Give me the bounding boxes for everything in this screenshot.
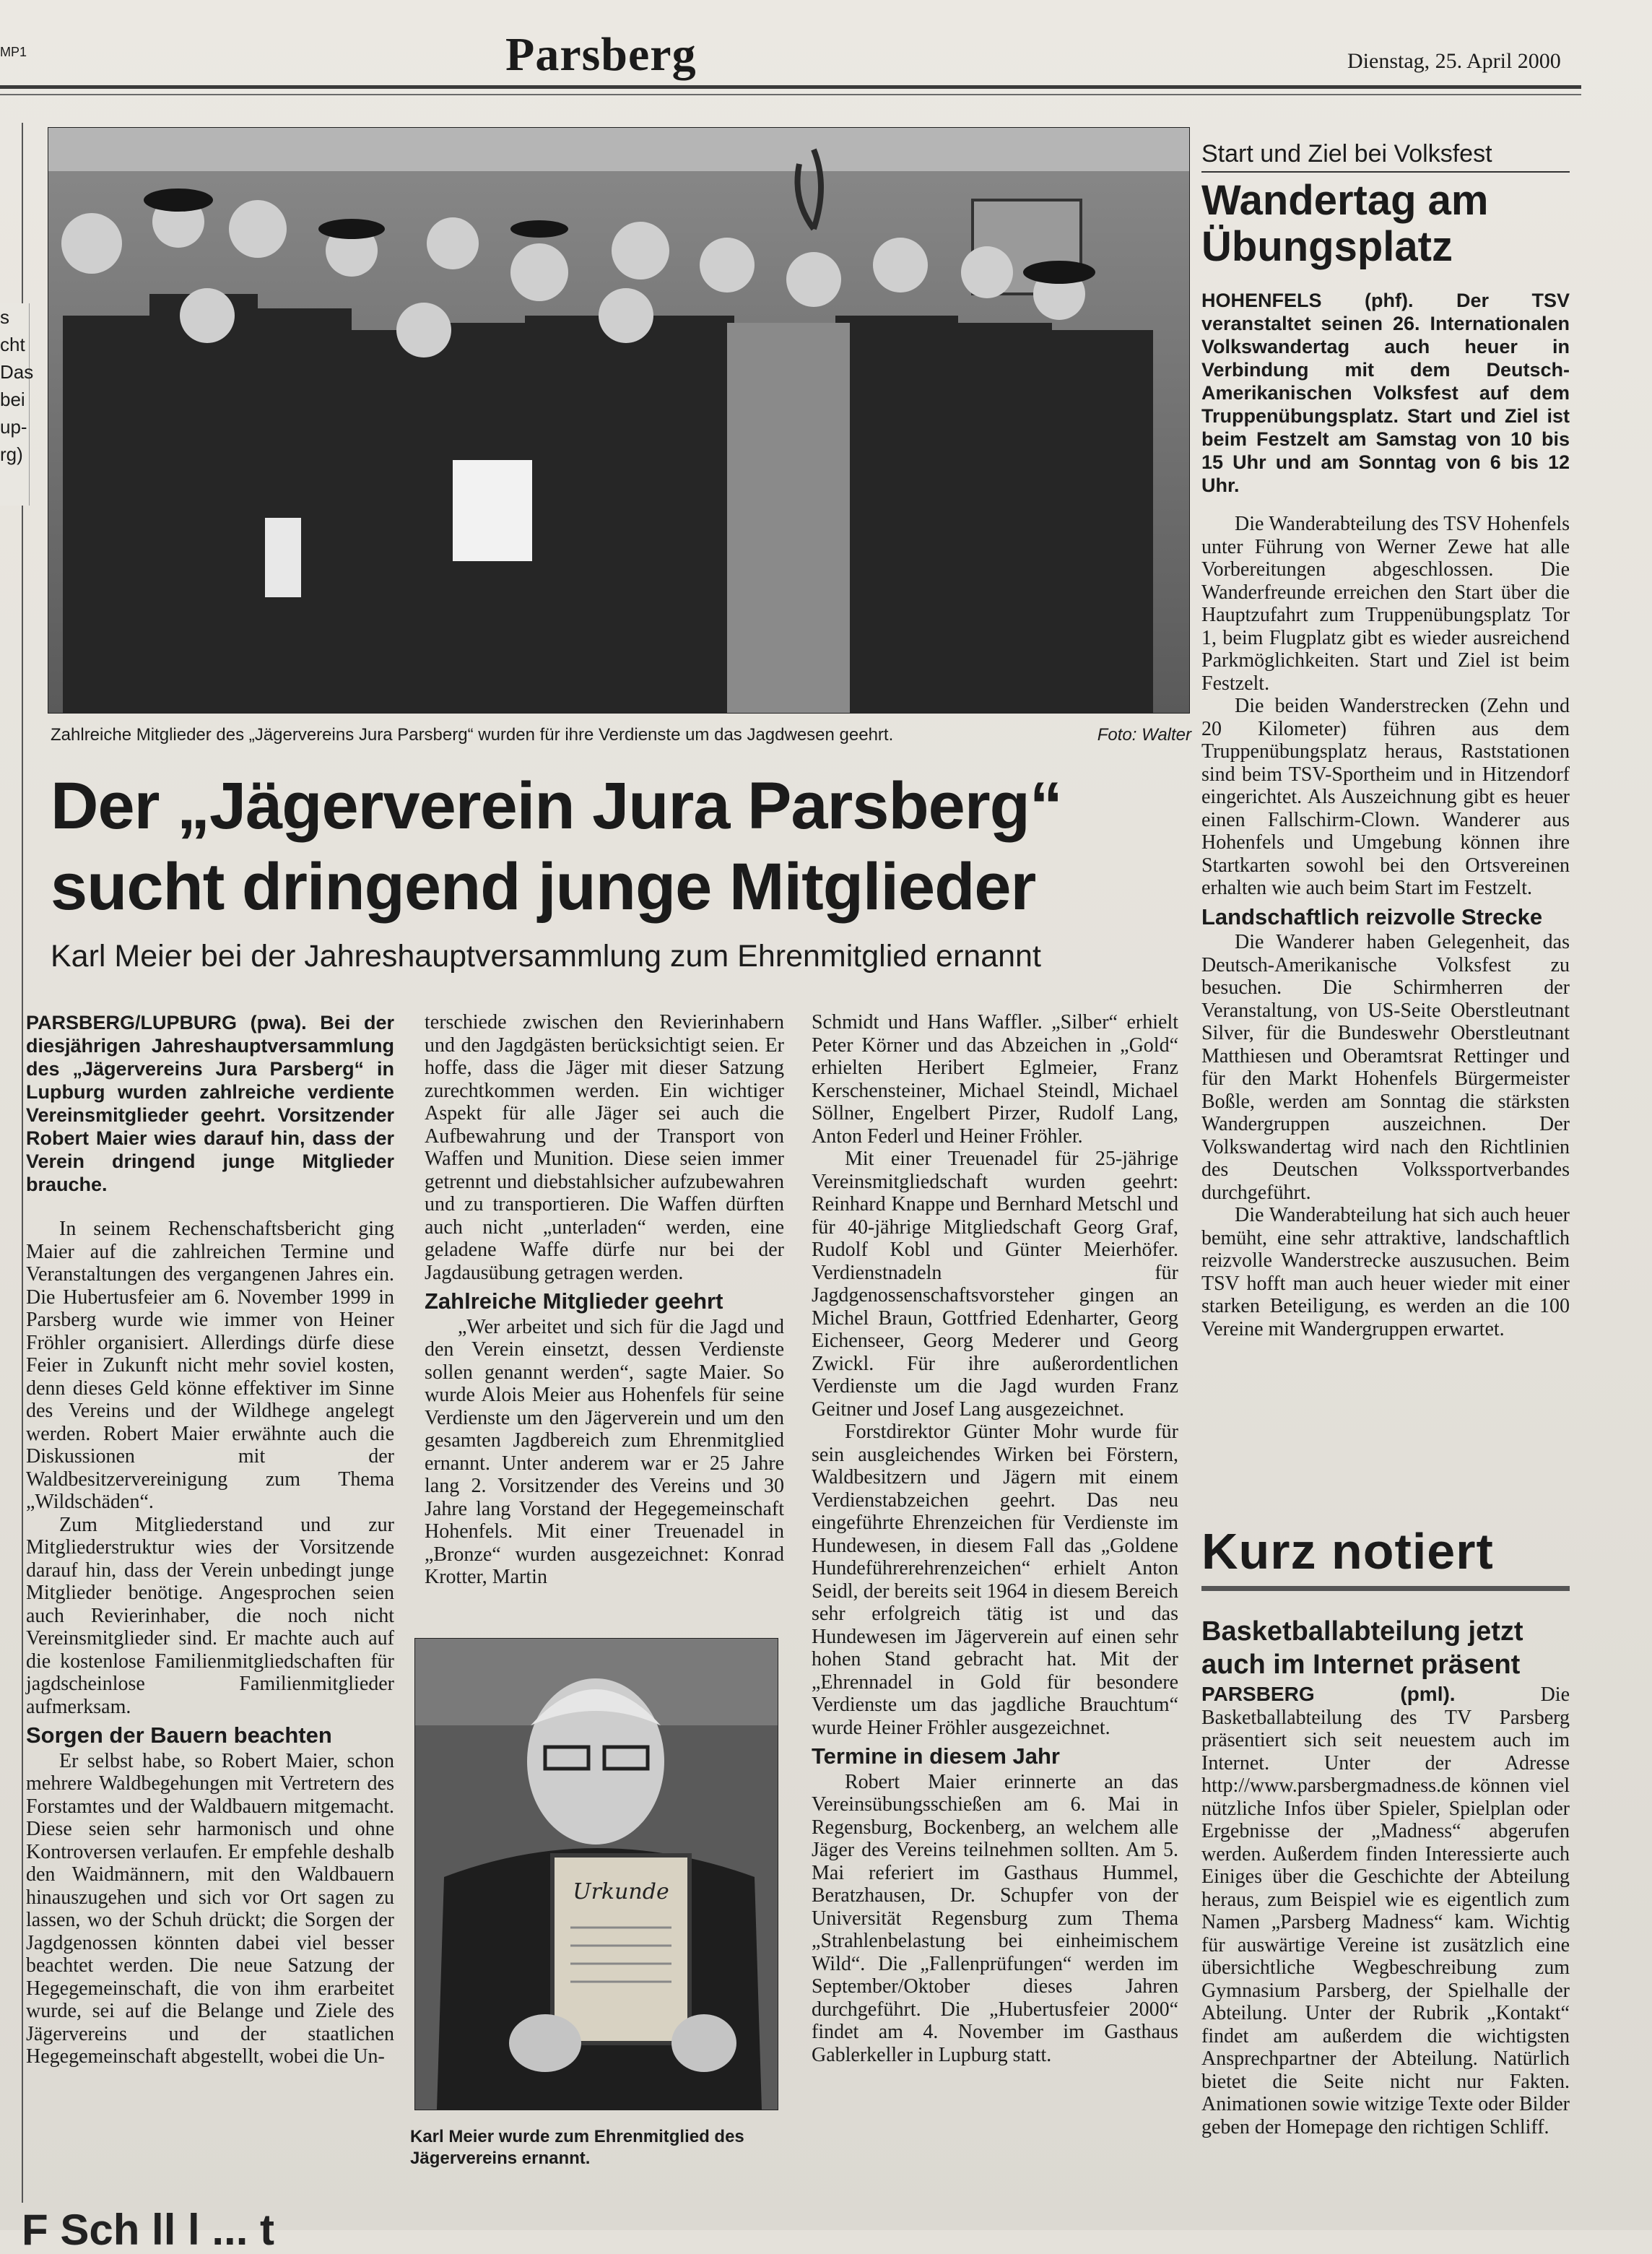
article-lead: PARSBERG/LUPBURG (pwa). Bei der diesjährigen Jahreshauptversammlung des „Jägervereins Jura Parsberg“ in Lupburg wurden zahlreiche verdiente Vereinsmitglieder geehrt. Vorsitzender Robert Maier wies darauf hin, dass der Verein dringend junge Mitglieder brauche. [26,1012,394,1195]
paragraph: terschiede zwischen den Revierinhabern und den Jagdgästen berücksichtigt seien. Er hoffe, dass die Jäger mit dieser Satzung zurechtkommen werden. Ein wichtiger Aspekt für alle Jäger sei auch die Aufbewahrung und der Transport von Waffen und Munition. Diese seien immer getrennt und diebstahlsicher aufzubewahren und zu transportieren. Die Waffen dürften auch nicht „unterladen“ werden, eine geladene Waffe dürfe nur bei der Jagdausübung getragen werden. [425,1011,784,1284]
group-photo [48,127,1190,714]
paragraph: Forstdirektor Günter Mohr wurde für sein ausgleichendes Wirken bei Förstern, Waldbesitzern und Jägern mit einem Verdienstabzeichen geehrt. Das neu eingeführte Ehrenzeichen für Verdienste im Hundewesen, in diesem Fall das „Goldene Hundeführerehrenzeichen“ erhielt Anton Seidl, der bereits seit 1964 in diesem Bereich sehr erfolgreich tätig ist und das Hundewesen im Jägerverein auf einen sehr hohen Stand gebracht hat. Mit der „Ehrennadel in Gold für besondere Verdienste um das jagdliche Brauchtum“ wurde Heiner Fröhler ausgezeichnet. [812,1421,1178,1739]
fragment-line: Das [0,361,34,383]
brief-text: Die Basketballabteilung des TV Parsberg präsentiert sich seit neuestem auch im Internet. Unter der Adresse http://www.parsbergmadness.de können viel nützliche Infos über Spieler, Spielplan oder Ergebnisse der „Madness“ abgerufen werden. Außerdem finden Interessierte auch Einiges über die Geschichte der Abteilung heraus, zum Beispiel wie es eigentlich zum Namen „Parsberg Madness“ kam. Wichtig für auswärtige Vereine ist zusätzlich eine übersichtliche Wegbeschreibung zum Gymnasium Parsberg, der Spielhalle der Abteilung. Unter der Rubrik „Kontakt“ findet am außerdem die wichtigsten Ansprechpartner der Abteilung. Natürlich bietet die Seite nicht nur Fakten. Animationen sowie witzige Texte oder Bilder geben der Homepage den richtigen Schliff. [1201,1683,1570,2138]
article-headline [51,766,1206,927]
certificate-title: Urkunde [573,1879,669,1904]
page-code: MP1 [0,45,27,59]
adjacent-article-fragment [0,303,34,506]
subheading: Termine in diesem Jahr [812,1743,1060,1769]
fragment-line: rg) [0,443,23,465]
headline-line-1: Der „Jägerverein Jura Parsberg“ [51,769,1062,843]
brief-body [1201,1683,1570,2138]
paragraph: Die Wanderabteilung hat sich auch heuer bemüht, eine sehr attraktive, landschaftlich reizvolle Wanderstrecke auszusuchen. Beim TSV hofft man auch heuer wieder mit einer starken Beteiligung, es werden an die 100 Vereine mit Wandergruppen erwartet. [1201,1204,1570,1340]
paragraph: Robert Maier erinnerte an das Vereinsübungsschießen am 6. Mai in Regensburg, Bockenberg, an welchem alle Jäger des Vereins teilnehmen sollten. Am 5. Mai referiert im Gasthaus Hummel, Beratzhausen, Dr. Schupfer von der Universität Regensburg zum Thema „Strahlenbelastung bei einheimischem Wild“. Die „Fallenprüfungen“ werden im September/Oktober dieses Jahren durchgeführt. Die „Hubertusfeier 2000“ findet am 4. November im Gasthaus Gablerkeller in Lupburg statt. [812,1770,1178,2066]
paragraph: Mit einer Treuenadel für 25-jährige Vereinsmitgliedschaft wurden geehrt: Reinhard Knappe und Bernhard Metschl und für 40-jährige Mitgliedschaft Georg Graf, Rudolf Kobl und Günter Meierhöfer. Verdienstnadeln für Jagdgenossenschaftsvorsteher gingen an Michel Braun, Gottfried Edenharter, Georg Eichenseer, Georg Mederer und Georg Zwickl. Für ihre außerordentlichen Verdienste um die Jagd wurden Franz Geitner und Josef Lang ausgezeichnet. [812,1148,1178,1421]
headline-line-2: sucht dringend junge Mitglieder [51,850,1036,924]
portrait-photo-drawing [415,1639,778,2110]
brief-dateline: PARSBERG (pml). [1201,1683,1456,1705]
paragraph: Die beiden Wanderstrecken (Zehn und 20 Kilometer) führen aus dem Truppenübungsplatz heraus, Raststationen sind beim TSV-Sportheim und in Hitzendorf eingerichtet. Als Auszeichnung gibt es heuer einen Fallschirm-Clown. Wanderer aus Hohenfels und Umgebung können ihre Startkarten sowohl bei den Ortsvereinen erhalten wie auch beim Start im Festzelt. [1201,695,1570,899]
section-kurz-notiert: Kurz notiert [1201,1523,1494,1579]
subheading: Sorgen der Bauern beachten [26,1722,332,1748]
subheading: Landschaftlich reizvolle Strecke [1201,903,1543,929]
article-column-3 [812,1011,1178,2066]
photo-caption-text: Zahlreiche Mitglieder des „Jägervereins Jura Parsberg“ wurden für ihre Verdienste um das Jagdwesen geehrt. [51,725,894,745]
fragment-line: up- [0,416,27,438]
paragraph: Die Wanderabteilung des TSV Hohenfels unter Führung von Werner Zewe hat alle Vorbereitungen abgeschlossen. Die Wanderfreunde erreichen den Start über die Hauptzufahrt zum Truppenübungsplatz Tor 1, beim Flugplatz gibt es wieder ausreichend Parkmöglichkeiten. Start und Ziel ist beim Festzelt. [1201,513,1570,695]
kurz-notiert-rule [1201,1586,1570,1591]
group-photo-drawing [48,128,1189,713]
fragment-line: cht [0,334,25,355]
cut-off-headline: F Sch ll l ... t [22,2206,275,2254]
paragraph: Schmidt und Hans Waffler. „Silber“ erhielt Peter Körner und das Abzeichen in „Gold“ erhielten Heribert Eglmeier, Franz Kerschensteiner, Michael Steindl, Michael Söllner, Engelbert Pirzer, Rudolf Lang, Anton Federl und Heiner Fröhler. [812,1011,1178,1148]
photo-caption [51,725,1191,745]
brief-headline: Basketballabteilung jetzt auch im Internet präsent [1201,1616,1523,1680]
side-article-headline: Wandertag am Übungsplatz [1201,177,1489,270]
article-column-2 [425,1011,784,1589]
paragraph: Er selbst habe, so Robert Maier, schon mehrere Waldbegehungen mit Vertretern des Forstamtes und der Waldbauern mitgemacht. Diese seien sehr harmonisch und ohne Kontroversen verlaufen. Er empfehle deshalb den Waidmännern, mit den Waldbauern hinauszugehen und sich vor Ort sagen zu lassen, wo der Schuh drückt; die Sorgen der Jagdgenossen könnten dabei viel besser beachtet werden. Die neue Satzung der Hegegemeinschaft, die von ihm erarbeitet wurde, sei auf die Belange und Ziele des Jägervereins und der staatlichen Hegegemeinschaft abgestellt, wobei die Un- [26,1749,394,2068]
section-title: Parsberg [505,28,697,81]
side-article-kicker: Start und Ziel bei Volksfest [1201,140,1570,173]
fragment-line: bei [0,389,25,410]
paragraph: In seinem Rechenschaftsbericht ging Maier auf die zahlreichen Termine und Veranstaltungen des vergangenen Jahres ein. Die Hubertusfeier am 6. November 1999 in Parsberg wurde wie immer von Heiner Fröhler organisiert. Allerdings dürfe diese Feier in Zukunft nicht mehr soviel kosten, denn dieses Geld könne effektiver im Sinne des Vereins und der Wildhege angelegt werden. Robert Maier erwähnte auch die Diskussionen mit der Waldbesitzervereinigung zum Thema „Wildschäden“. [26,1218,394,1513]
paragraph: Die Wanderer haben Gelegenheit, das Deutsch-Amerikanische Volksfest zu besuchen. Die Schirmherren der Veranstaltung, von US-Seite Oberstleutnant Silver, für die Bundeswehr Oberstleutnant Matthiesen und Oberamtsrat Rettinger und für den Markt Hohenfels Bürgermeister Boßle, werden am Sonntag die stärksten Wandergruppen auszeichnen. Der Volkswandertag wird nach den Richtlinien des Deutschen Volkssportverbandes durchgeführt. [1201,931,1570,1204]
paragraph [1201,1683,1570,2138]
article-subheadline: Karl Meier bei der Jahreshauptversammlung zum Ehrenmitglied ernannt [51,939,1041,974]
fragment-line: s [0,306,9,328]
header-rule [0,85,1581,89]
portrait-caption: Karl Meier wurde zum Ehrenmitglied des Jägervereins ernannt. [410,2127,744,2168]
photo-credit: Foto: Walter [1097,725,1191,745]
side-article-lead: HOHENFELS (phf). Der TSV veranstaltet seinen 26. Internationalen Volkswandertag auch heuer in Verbindung mit dem Deutsch-Amerikanischen Volksfest auf dem Truppenübungsplatz. Start und Ziel ist beim Festzelt am Samstag von 10 bis 15 Uhr und am Sonntag von 6 bis 12 Uhr. [1201,290,1570,496]
header-rule-thin [0,94,1581,95]
article-column-1 [26,1011,394,2068]
paragraph: „Wer arbeitet und sich für die Jagd und den Verein einsetzt, dessen Verdienste sollen genannt werden“, sagte Maier. So wurde Alois Meier aus Hohenfels für seine Verdienste um den Jägerverein und um den gesamten Jagdbereich zum Ehrenmitglied ernannt. Unter anderem war er 25 Jahre lang 2. Vorsitzender des Vereins und 30 Jahre lang Vorstand der Hegegemeinschaft Hohenfels. Mit einer Treuenadel in „Bronze“ wurden ausgezeichnet: Konrad Krotter, Martin [425,1315,784,1588]
portrait-photo [414,1638,778,2110]
subheading: Zahlreiche Mitglieder geehrt [425,1288,723,1314]
paragraph: Zum Mitgliederstand und zur Mitgliederstruktur wies der Vorsitzende darauf hin, dass der Verein unbedingt junge Mitglieder benötige. Angesprochen seien auch Revierinhaber, die noch nicht Vereinsmitglieder sind. Er machte auch auf die kostenlose Familienmitgliedschaften für jagdscheinlose Familienmitglieder aufmerksam. [26,1513,394,1718]
side-article-body [1201,289,1570,1340]
issue-date: Dienstag, 25. April 2000 [1347,49,1561,73]
